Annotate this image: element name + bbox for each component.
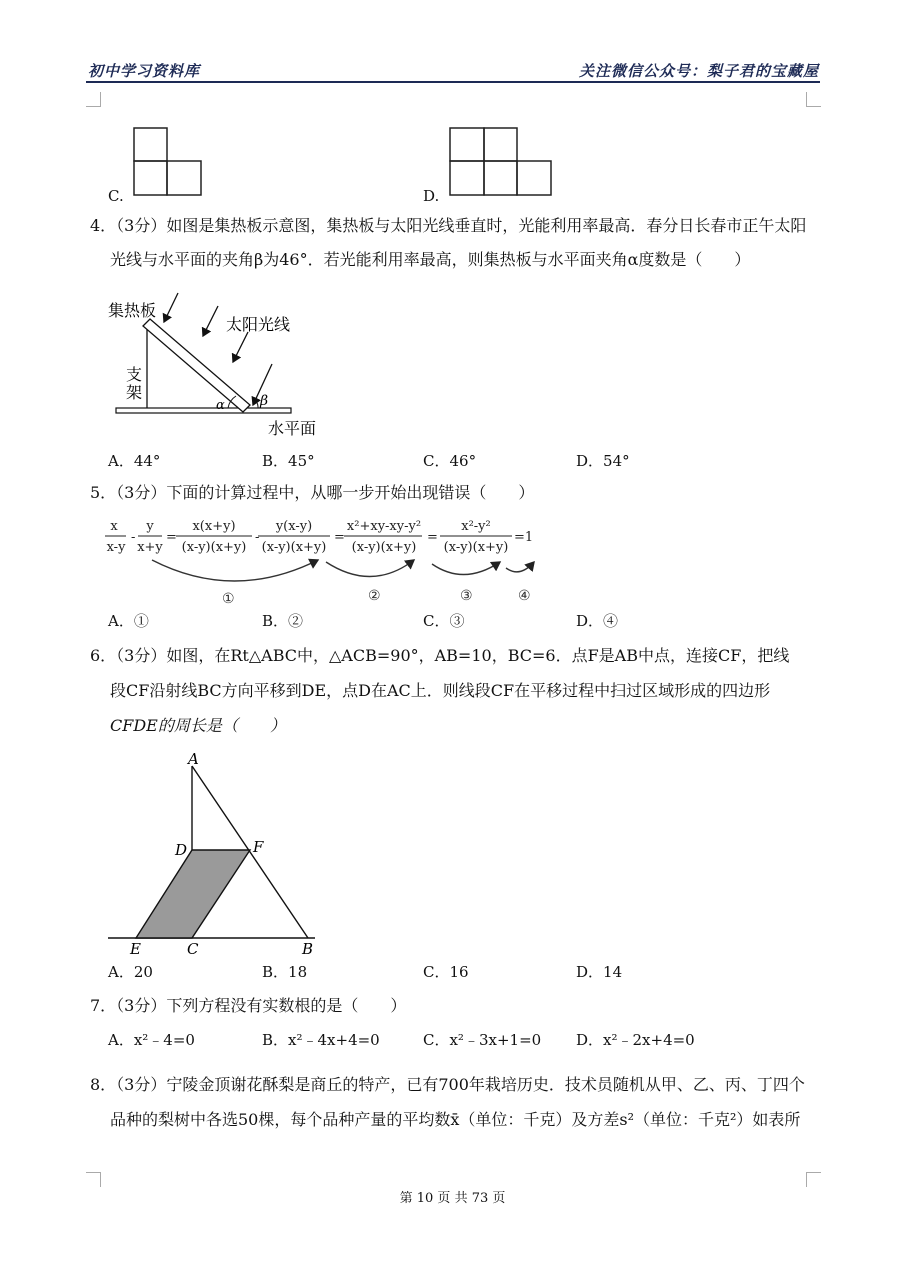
svg-text:=: = bbox=[334, 530, 345, 545]
header-left: 初中学习资料库 bbox=[88, 62, 201, 80]
sun-ray bbox=[164, 293, 178, 322]
svg-text:(x-y)(x+y): (x-y)(x+y) bbox=[351, 540, 417, 555]
svg-text:y: y bbox=[146, 519, 154, 534]
q5-calculation-figure bbox=[104, 512, 544, 608]
support-label-1: 支 bbox=[126, 365, 143, 384]
sun-label: 太阳光线 bbox=[226, 315, 291, 334]
q5-option-b[interactable]: B．② bbox=[262, 612, 304, 630]
svg-text:x+y: x+y bbox=[137, 540, 163, 555]
q7-option-a[interactable]: A．x²﹣4=0 bbox=[108, 1031, 195, 1049]
label-a: A bbox=[188, 750, 199, 768]
crop-mark bbox=[806, 92, 821, 107]
q6-stem-line1: 6．（3分）如图，在Rt△ABC中，△ACB=90°，AB=10，BC=6．点F是AB中点，连接CF，把线 bbox=[90, 646, 790, 665]
q6-option-b[interactable]: B．18 bbox=[262, 963, 308, 981]
q3-option-d[interactable]: D. bbox=[423, 187, 440, 205]
svg-text:-: - bbox=[255, 530, 260, 545]
q7-option-b[interactable]: B．x²﹣4x+4=0 bbox=[262, 1031, 380, 1049]
beta-arc bbox=[252, 398, 258, 408]
step-arrow bbox=[152, 560, 318, 581]
q3-figure-c bbox=[133, 127, 203, 197]
q5-option-c[interactable]: C．③ bbox=[423, 612, 465, 630]
ground-label: 水平面 bbox=[268, 419, 317, 438]
sun-ray bbox=[203, 306, 218, 336]
q4-option-c[interactable]: C．46° bbox=[423, 452, 477, 470]
svg-text:x: x bbox=[110, 519, 118, 534]
q7-option-c[interactable]: C．x²﹣3x+1=0 bbox=[423, 1031, 542, 1049]
label-e: E bbox=[130, 940, 141, 958]
q8-stem-line1: 8．（3分）宁陵金顶谢花酥梨是商丘的特产，已有700年栽培历史．技术员随机从甲、乙、丙、丁四个 bbox=[90, 1075, 805, 1094]
svg-text:x(x+y): x(x+y) bbox=[192, 519, 236, 534]
q5-option-d[interactable]: D．④ bbox=[576, 612, 619, 630]
parallelogram-cfde bbox=[136, 850, 250, 938]
svg-text:=: = bbox=[427, 530, 438, 545]
svg-text:(x-y)(x+y): (x-y)(x+y) bbox=[443, 540, 509, 555]
svg-text:=1: =1 bbox=[514, 530, 534, 545]
q4-option-d[interactable]: D．54° bbox=[576, 452, 630, 470]
q4-stem-line1: 4．（3分）如图是集热板示意图，集热板与太阳光线垂直时，光能利用率最高．春分日长春市正午太阳 bbox=[90, 216, 807, 235]
q8-stem-line2: 品种的梨树中各选50棵，每个品种产量的平均数x̄（单位：千克）及方差s²（单位：千克²）如表所 bbox=[110, 1110, 801, 1129]
q3-option-c[interactable]: C. bbox=[108, 187, 124, 205]
svg-text:-: - bbox=[131, 530, 136, 545]
alpha-label: α bbox=[216, 398, 225, 413]
label-c: C bbox=[187, 940, 199, 958]
q5-stem: 5．（3分）下面的计算过程中，从哪一步开始出现错误（ ） bbox=[90, 483, 535, 502]
svg-text:(x-y)(x+y): (x-y)(x+y) bbox=[181, 540, 247, 555]
step-1-label: ① bbox=[222, 591, 235, 607]
svg-text:=: = bbox=[166, 530, 177, 545]
svg-text:y(x-y): y(x-y) bbox=[275, 519, 313, 534]
label-d: D bbox=[175, 841, 188, 859]
panel-label: 集热板 bbox=[108, 301, 157, 320]
beta-label: β bbox=[260, 393, 269, 409]
step-arrow bbox=[326, 560, 414, 577]
q7-option-d[interactable]: D．x²﹣2x+4=0 bbox=[576, 1031, 695, 1049]
support-label-2: 架 bbox=[126, 383, 143, 402]
svg-text:x²+xy-xy-y²: x²+xy-xy-y² bbox=[346, 519, 422, 534]
header-right: 关注微信公众号：梨子君的宝藏屋 bbox=[578, 62, 819, 80]
q4-option-a[interactable]: A．44° bbox=[108, 452, 161, 470]
q6-option-a[interactable]: A．20 bbox=[108, 963, 153, 981]
header-divider bbox=[86, 81, 820, 83]
q6-option-d[interactable]: D．14 bbox=[576, 963, 623, 981]
q7-stem: 7．（3分）下列方程没有实数根的是（ ） bbox=[90, 996, 407, 1015]
q6-triangle-figure bbox=[100, 748, 330, 958]
crop-mark bbox=[806, 1172, 821, 1187]
q4-stem-line2: 光线与水平面的夹角β为46°．若光能利用率最高，则集热板与水平面夹角α度数是（ ） bbox=[110, 250, 751, 269]
sun-ray bbox=[233, 332, 248, 362]
step-2-label: ② bbox=[368, 588, 381, 604]
q5-option-a[interactable]: A．① bbox=[108, 612, 149, 630]
label-b: B bbox=[302, 940, 314, 958]
svg-text:x-y: x-y bbox=[106, 540, 126, 555]
step-arrow bbox=[432, 562, 500, 575]
step-arrow bbox=[506, 562, 534, 572]
q6-stem-line3: CFDE的周长是（ ） bbox=[110, 716, 286, 735]
q6-option-c[interactable]: C．16 bbox=[423, 963, 469, 981]
q4-option-b[interactable]: B．45° bbox=[262, 452, 315, 470]
label-f: F bbox=[253, 838, 264, 856]
crop-mark bbox=[86, 1172, 101, 1187]
q4-solar-panel-figure bbox=[100, 288, 340, 448]
svg-text:(x-y)(x+y): (x-y)(x+y) bbox=[261, 540, 327, 555]
step-4-label: ④ bbox=[518, 588, 531, 604]
step-3-label: ③ bbox=[460, 588, 473, 604]
q6-stem-line2: 段CF沿射线BC方向平移到DE，点D在AC上．则线段CF在平移过程中扫过区域形成的四边形 bbox=[110, 681, 771, 700]
svg-text:x²-y²: x²-y² bbox=[461, 519, 491, 534]
q3-figure-d bbox=[449, 127, 553, 197]
crop-mark bbox=[86, 92, 101, 107]
page-footer: 第 10 页 共 73 页 bbox=[399, 1191, 506, 1206]
